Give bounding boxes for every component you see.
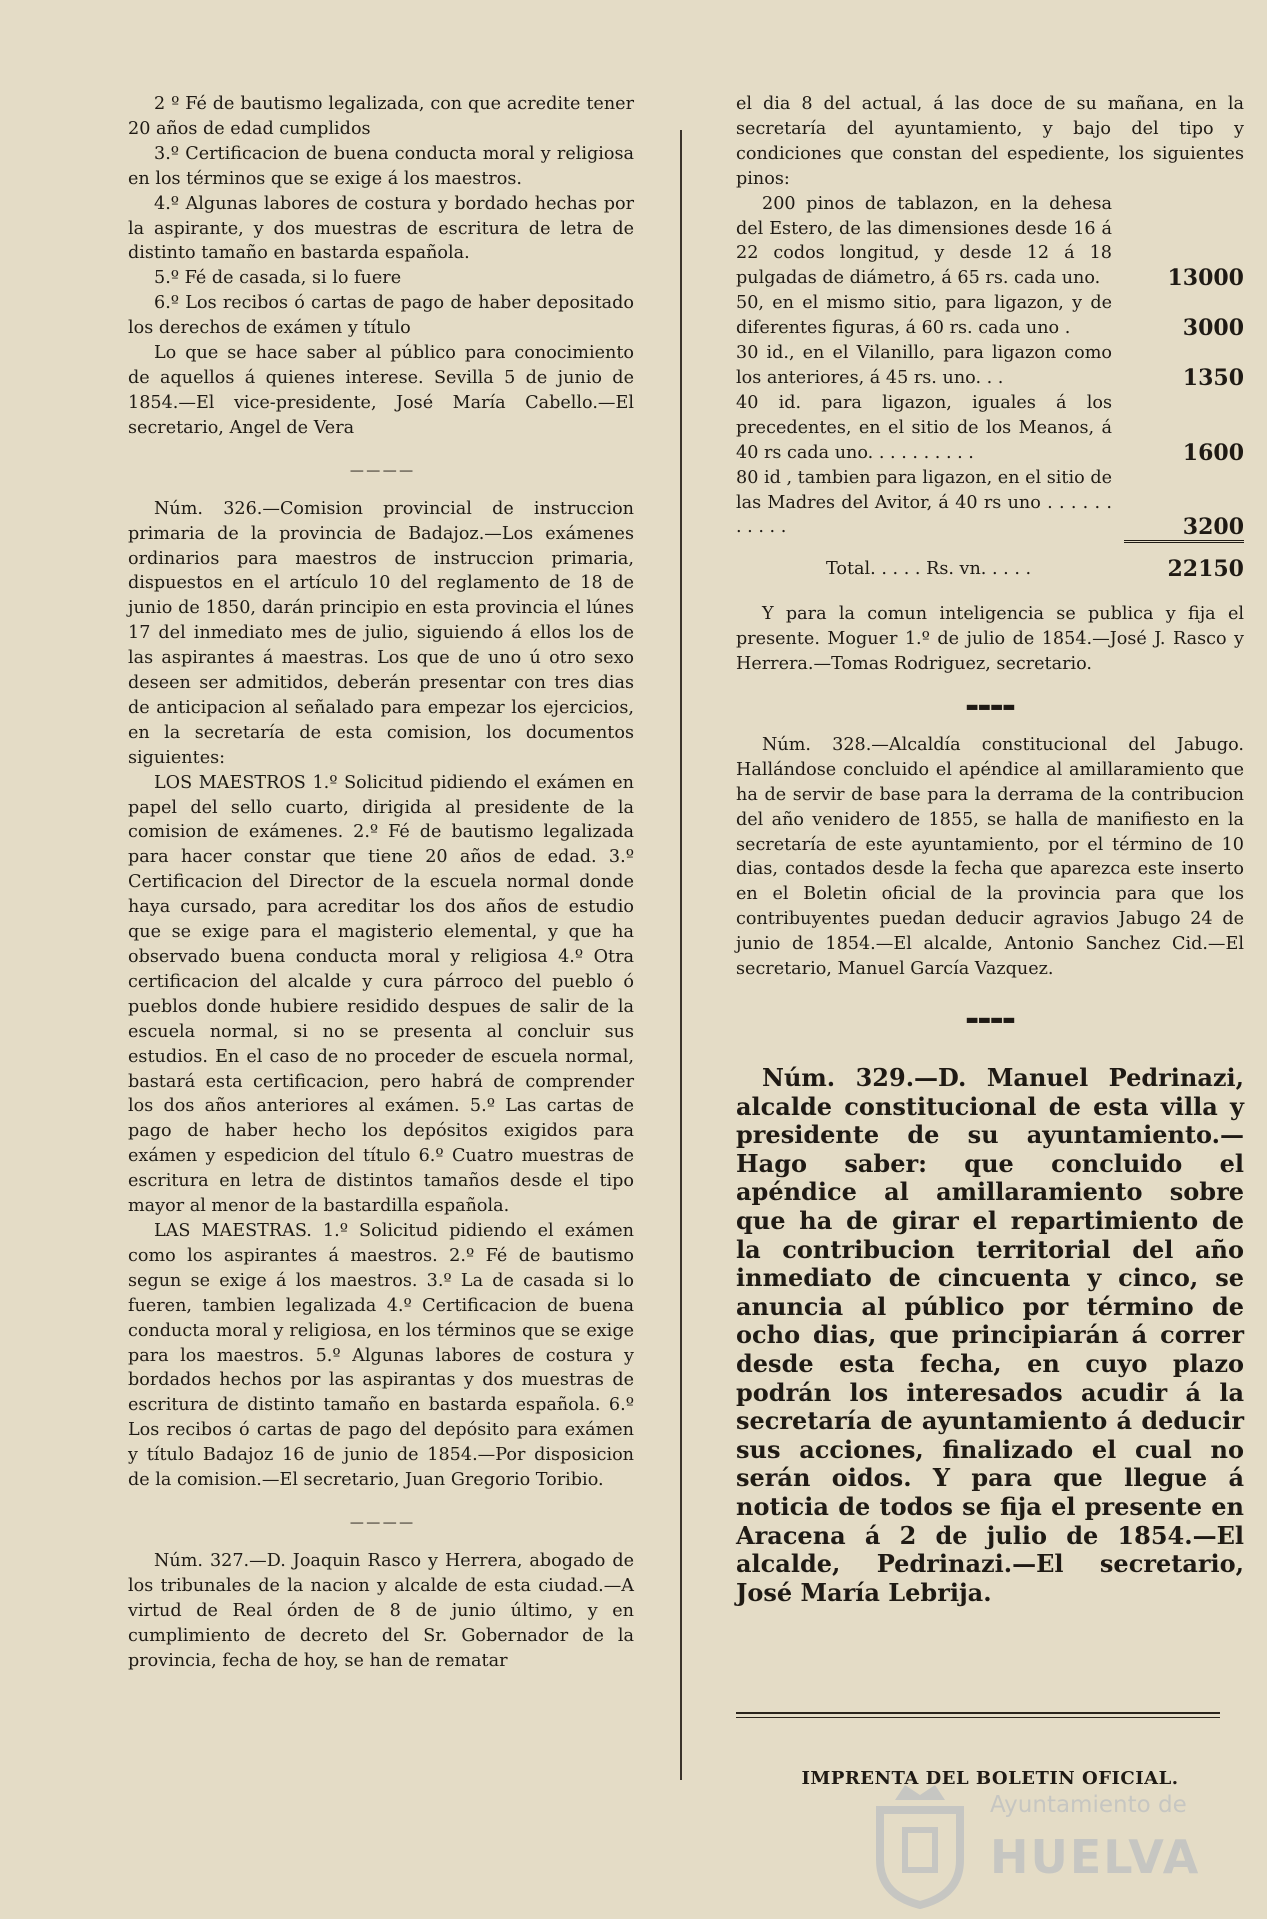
moguer-notice: Y para la comun inteligencia se publica y fija el presente. Moguer 1.º de julio de 1854.—José J. Rasco y Herrera.—Tomas Rodriguez, secretario.	[736, 604, 1244, 675]
pinos-table	[736, 192, 1244, 583]
notice-326-maestros: LOS MAESTROS 1.º Solicitud pidiendo el exámen en papel del sello cuarto, dirigida al presidente de la comision de exámenes. 2.º Fé de bautismo legalizada para hacer constar que tiene 20 años de edad. 3.º Certificacion del Director de la escuela normal donde haya cursado, para acreditar los dos años de estudio que se exige para el magisterio elemental, y que ha observado buena conducta moral y religiosa 4.º Otra certificacion del alcalde y cura párroco del pueblo ó pueblos donde hubiere residido despues de salir de la escuela normal, si no se presenta al concluir sus estudios. En el caso de no proceder de escuela normal, bastará esta certificacion, pero habrá de comprender los dos años anteriores al exámen. 5.º Las cartas de pago de haber hecho los depósitos exigidos para exámen y espedicion del título 6.º Cuatro muestras de escritura en letra de distintos tamaños desde el tipo mayor al menor de la bastardilla española.	[128, 772, 634, 1217]
column-divider	[680, 130, 682, 1780]
table-row	[736, 391, 1244, 466]
separator: — — — —	[349, 1514, 413, 1531]
requirement-item: 5.º Fé de casada, si lo fuere	[154, 268, 402, 289]
pinos-desc: 80 id , tambien para ligazon, en el sitio de las Madres del Avitor, á 40 rs uno . . . . . . . . . . .	[736, 467, 1112, 538]
notice-328: Núm. 328.—Alcaldía constitucional del Jabugo. Hallándose concluido el apéndice al amillaramiento que ha de servir de base para la derrama de la contribucion del año venidero de 1855, se halla de manifiesto en la secretaría de este ayuntamiento, por el término de 10 dias, contados desde la fecha que aparezca este inserto en el Boletin oficial de la provincia para que los contribuyentes puedan deducir agravios Jabugo 24 de junio de 1854.—El alcalde, Antonio Sanchez Cid.—El secretario, Manuel García Vazquez.	[736, 734, 1244, 980]
separator: ▬▬▬▬	[965, 698, 1015, 715]
notice-326-intro: Núm. 326.—Comision provincial de instruccion primaria de la provincia de Badajoz.—Los exámenes ordinarios para maestros de instruccion primaria, dispuestos en el artículo 10 del reglamento de 18 de junio de 1850, darán principio en esta provincia el lúnes 17 del inmediato mes de julio, siguiendo á ellos los de las aspirantes á maestras. Los que de uno ú otro sexo deseen ser admitidos, deberán presentar con tres dias de anticipacion al señalado para empezar los ejercicios, en la secretaría de esta comision, los documentos siguientes:	[128, 498, 634, 768]
total-row	[736, 543, 1244, 582]
notice-327-continued: el dia 8 del actual, á las doce de su mañana, en la secretaría del ayuntamiento, y bajo del tipo y condiciones que constan del espediente, los siguientes pinos:	[736, 94, 1244, 189]
city-crest-icon	[860, 1780, 980, 1910]
notice-329-block	[736, 1064, 1244, 1607]
printer-imprint: IMPRENTA DEL BOLETIN OFICIAL.	[801, 1768, 1179, 1789]
separator: ▬▬▬▬	[965, 1012, 1015, 1028]
footer-rule	[736, 1712, 1220, 1718]
table-row	[736, 466, 1244, 541]
watermark	[860, 1780, 1200, 1910]
pinos-desc: 40 id. para ligazon, iguales á los precedentes, en el sitio de los Meanos, á 40 rs cada uno. . . . . . . . . .	[736, 392, 1112, 463]
pinos-desc: 50, en el mismo sitio, para ligazon, y de diferentes figuras, á 60 rs. cada uno .	[736, 293, 1112, 339]
pinos-amount: 1600	[1182, 439, 1244, 466]
requirement-item: 4.º Algunas labores de costura y bordado hechas por la aspirante, y dos muestras de escritura de letra de distinto tamaño en bastarda española.	[128, 193, 634, 264]
pinos-desc: 30 id., en el Vilanillo, para ligazon como los anteriores, á 45 rs. uno. . .	[736, 343, 1112, 388]
table-row	[736, 291, 1244, 341]
pinos-amount: 3200	[1182, 514, 1244, 541]
table-row	[736, 341, 1244, 391]
notice-327-start: Núm. 327.—D. Joaquin Rasco y Herrera, abogado de los tribunales de la nacion y alcalde de esta ciudad.—A virtud de Real órden de 8 de junio último, y en cumplimiento de decreto del Sr. Gobernador de la provincia, fecha de hoy, se han de rematar	[128, 1550, 634, 1671]
total-amount: 22150	[1167, 556, 1244, 583]
requirement-item: 2 º Fé de bautismo legalizada, con que acredite tener 20 años de edad cumplidos	[128, 94, 634, 139]
requirement-item: 6.º Los recibos ó cartas de pago de haber depositado los derechos de exámen y título	[128, 293, 634, 339]
sevilla-notice: Lo que se hace saber al público para conocimiento de aquellos á quienes interese. Sevilla 5 de junio de 1854.—El vice-presidente, José María Cabello.—El secretario, Angel de Vera	[128, 343, 634, 438]
separator: — — — —	[349, 462, 413, 479]
left-column	[128, 92, 634, 1673]
requirement-item: 3.º Certificacion de buena conducta moral y religiosa en los términos que se exige á los maestros.	[128, 143, 634, 189]
right-column	[736, 92, 1244, 1607]
pinos-amount: 13000	[1167, 265, 1244, 292]
table-row	[736, 192, 1244, 292]
pinos-amount: 1350	[1182, 364, 1244, 391]
pinos-amount: 3000	[1182, 315, 1244, 342]
notice-326-maestras: LAS MAESTRAS. 1.º Solicitud pidiendo el exámen como los aspirantes á maestros. 2.º Fé de bautismo segun se exige á los maestros. 3.º La de casada si lo fueren, tambien legalizada 4.º Certificacion de buena conducta moral y religiosa, en los términos que se exige para los maestros. 5.º Algunas labores de costura y bordados hechos por las aspirantas y dos muestras de escritura de distinto tamaño en bastarda española. 6.º Los recibos ó cartas de pago del depósito para exámen y título Badajoz 16 de junio de 1854.—Por disposicion de la comision.—El secretario, Juan Gregorio Toribio.	[128, 1220, 634, 1491]
watermark-line1: Ayuntamiento de	[990, 1792, 1187, 1818]
pinos-desc: 200 pinos de tablazon, en la dehesa del Estero, de las dimensiones desde 16 á 22 codos longitud, y desde 12 á 18 pulgadas de diámetro, á 65 rs. cada uno.	[736, 193, 1112, 289]
notice-329: Núm. 329.—D. Manuel Pedrinazi, alcalde constitucional de esta villa y presidente de su ayuntamiento.—Hago saber: que concluido el apéndice al amillaramiento sobre que ha de girar el repartimiento de la contribucion territorial del año inmediato de cincuenta y cinco, se anuncia al público por término de ocho dias, que principiarán á correr desde esta fecha, en cuyo plazo podrán los interesados acudir á la secretaría de ayuntamiento á deducir sus acciones, finalizado el cual no serán oidos. Y para que llegue á noticia de todos se fija el presente en Aracena á 2 de julio de 1854.—El alcalde, Pedrinazi.—El secretario, José María Lebrija.	[736, 1063, 1244, 1607]
watermark-line2: HUELVA	[990, 1830, 1201, 1884]
total-label: Total. . . . . Rs. vn. . . . .	[826, 559, 1032, 580]
